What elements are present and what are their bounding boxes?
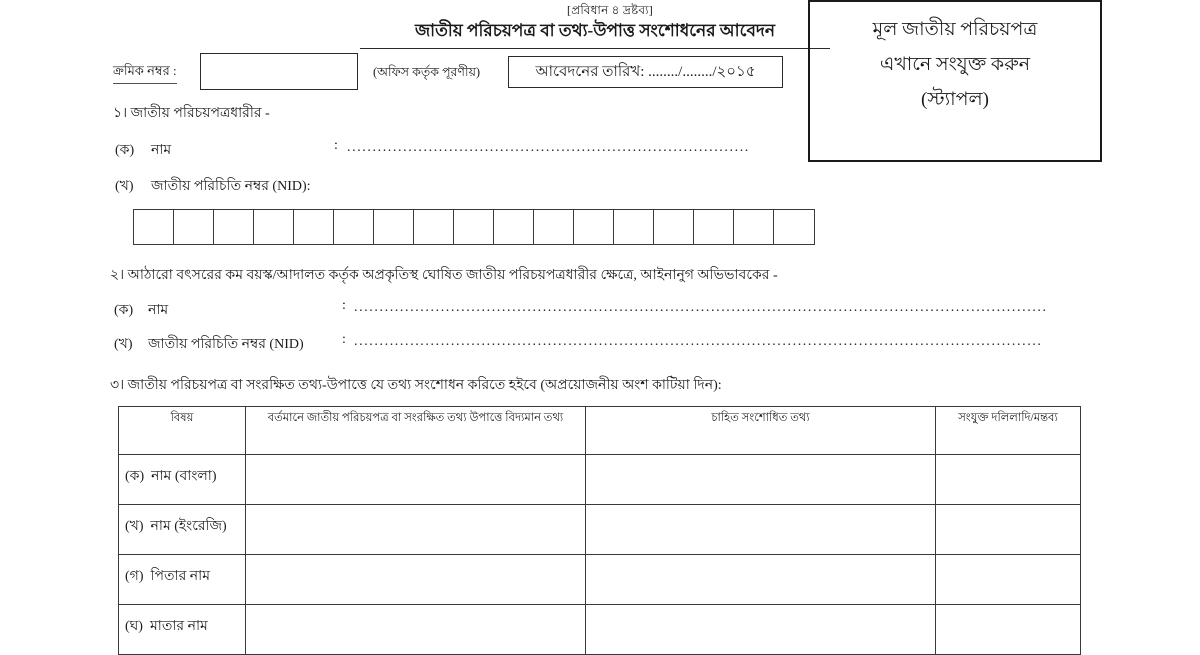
cell-subject [119, 455, 246, 505]
section-3-heading: ৩। জাতীয় পরিচয়পত্র বা সংরক্ষিত তথ্য-উপাত্তে যে তথ্য সংশোধন করিতে হইবে (অপ্রয়োজনীয় অংশ কাটিয়া দিন): [110, 378, 722, 393]
section-2-nid-marker: (খ) [114, 337, 133, 352]
serial-number-label: ক্রমিক নম্বর : [113, 62, 177, 84]
subject-label: মাতার নাম [149, 619, 208, 634]
nid-digit-cell[interactable] [454, 210, 494, 244]
correction-table-body [119, 455, 1081, 655]
cell-requested-info[interactable] [586, 505, 936, 555]
cell-current-info[interactable] [246, 455, 586, 505]
nid-digit-cell[interactable] [494, 210, 534, 244]
section-1-name-input-line[interactable]: ............................................................................... [347, 140, 750, 155]
subject-marker: (খ) [125, 519, 144, 534]
table-header-row [119, 407, 1081, 455]
column-header-requested: চাহিত সংশোধিত তথ্য [586, 407, 936, 455]
nid-digit-cell[interactable] [374, 210, 414, 244]
cell-subject [119, 505, 246, 555]
subject-label: পিতার নাম [150, 569, 210, 584]
nid-digit-cell[interactable] [294, 210, 334, 244]
cell-current-info[interactable] [246, 505, 586, 555]
section-2-heading: ২। আঠারো বৎসরের কম বয়স্ক/আদালত কর্তৃক অপ্রকৃতিস্থ ঘোষিত জাতীয় পরিচয়পত্রধারীর ক্ষেত্রে, আইনানুগ অভিভাবকের - [110, 268, 778, 283]
section-2-name-input-line[interactable]: ........................................................................................................................................ [354, 300, 1048, 315]
section-2-name-marker: (ক) [114, 303, 134, 318]
section-1-name-colon: : [334, 138, 338, 153]
nid-digit-cell[interactable] [694, 210, 734, 244]
staple-photo-box [808, 0, 1102, 162]
column-header-documents: সংযুক্ত দলিলাদি/মন্তব্য [936, 407, 1081, 455]
serial-number-input[interactable] [200, 53, 358, 90]
section-1-heading: ১। জাতীয় পরিচয়পত্রধারীর - [113, 106, 270, 121]
table-row [119, 505, 1081, 555]
cell-requested-info[interactable] [586, 555, 936, 605]
nid-digit-cell[interactable] [734, 210, 774, 244]
nid-digit-cell[interactable] [574, 210, 614, 244]
page-title: জাতীয় পরিচয়পত্র বা তথ্য-উপাত্ত সংশোধনের আবেদন [360, 18, 830, 49]
cell-documents[interactable] [936, 455, 1081, 505]
correction-table [118, 406, 1081, 655]
application-date-box[interactable] [508, 56, 783, 88]
cell-subject [119, 555, 246, 605]
nid-digit-cell[interactable] [334, 210, 374, 244]
nid-digit-cell[interactable] [534, 210, 574, 244]
staple-box-line-1: মূল জাতীয় পরিচয়পত্র [872, 19, 1038, 40]
subject-marker: (ক) [125, 469, 145, 484]
column-header-current: বর্তমানে জাতীয় পরিচয়পত্র বা সংরক্ষিত তথ্য উপাত্তে বিদ্যমান তথ্য [246, 407, 586, 455]
table-row [119, 555, 1081, 605]
cell-current-info[interactable] [246, 555, 586, 605]
section-1-name-marker: (ক) [115, 143, 135, 158]
application-date-text: আবেদনের তারিখ: ......../......../২০১৫ [535, 63, 756, 80]
nid-digit-cell[interactable] [774, 210, 814, 244]
section-2-nid-colon: : [342, 332, 346, 347]
section-2-nid-label: জাতীয় পরিচিতি নম্বর (NID) [148, 337, 304, 352]
section-2-name-label: নাম [148, 303, 169, 318]
cell-documents[interactable] [936, 555, 1081, 605]
nid-digit-cell[interactable] [214, 210, 254, 244]
nid-digit-cell[interactable] [254, 210, 294, 244]
nid-number-grid[interactable] [133, 209, 815, 245]
section-2-nid-input-line[interactable]: ....................................................................................................................................... [354, 334, 1043, 349]
section-2-name-colon: : [342, 298, 346, 313]
cell-requested-info[interactable] [586, 455, 936, 505]
staple-box-line-3: (স্ট্যাপল) [921, 89, 989, 111]
nid-digit-cell[interactable] [134, 210, 174, 244]
subject-marker: (ঘ) [125, 619, 143, 634]
nid-digit-cell[interactable] [654, 210, 694, 244]
subject-label: নাম (বাংলা) [151, 469, 217, 484]
column-header-subject: বিষয় [119, 407, 246, 455]
nid-digit-cell[interactable] [414, 210, 454, 244]
table-row [119, 455, 1081, 505]
subject-marker: (গ) [125, 569, 144, 584]
staple-box-line-2: এখানে সংযুক্ত করুন [879, 54, 1031, 76]
nid-digit-cell[interactable] [614, 210, 654, 244]
subject-label: নাম (ইংরেজি) [150, 519, 227, 534]
office-use-note: (অফিস কর্তৃক পূরণীয়) [373, 65, 481, 79]
nid-digit-cell[interactable] [174, 210, 214, 244]
section-1-name-label: নাম [151, 143, 172, 158]
cell-documents[interactable] [936, 505, 1081, 555]
section-1-nid-marker: (খ) [115, 179, 134, 194]
regulation-note: [প্রবিধান ৪ দ্রষ্টব্য] [567, 3, 653, 17]
section-1-nid-label: জাতীয় পরিচিতি নম্বর (NID): [151, 179, 311, 194]
